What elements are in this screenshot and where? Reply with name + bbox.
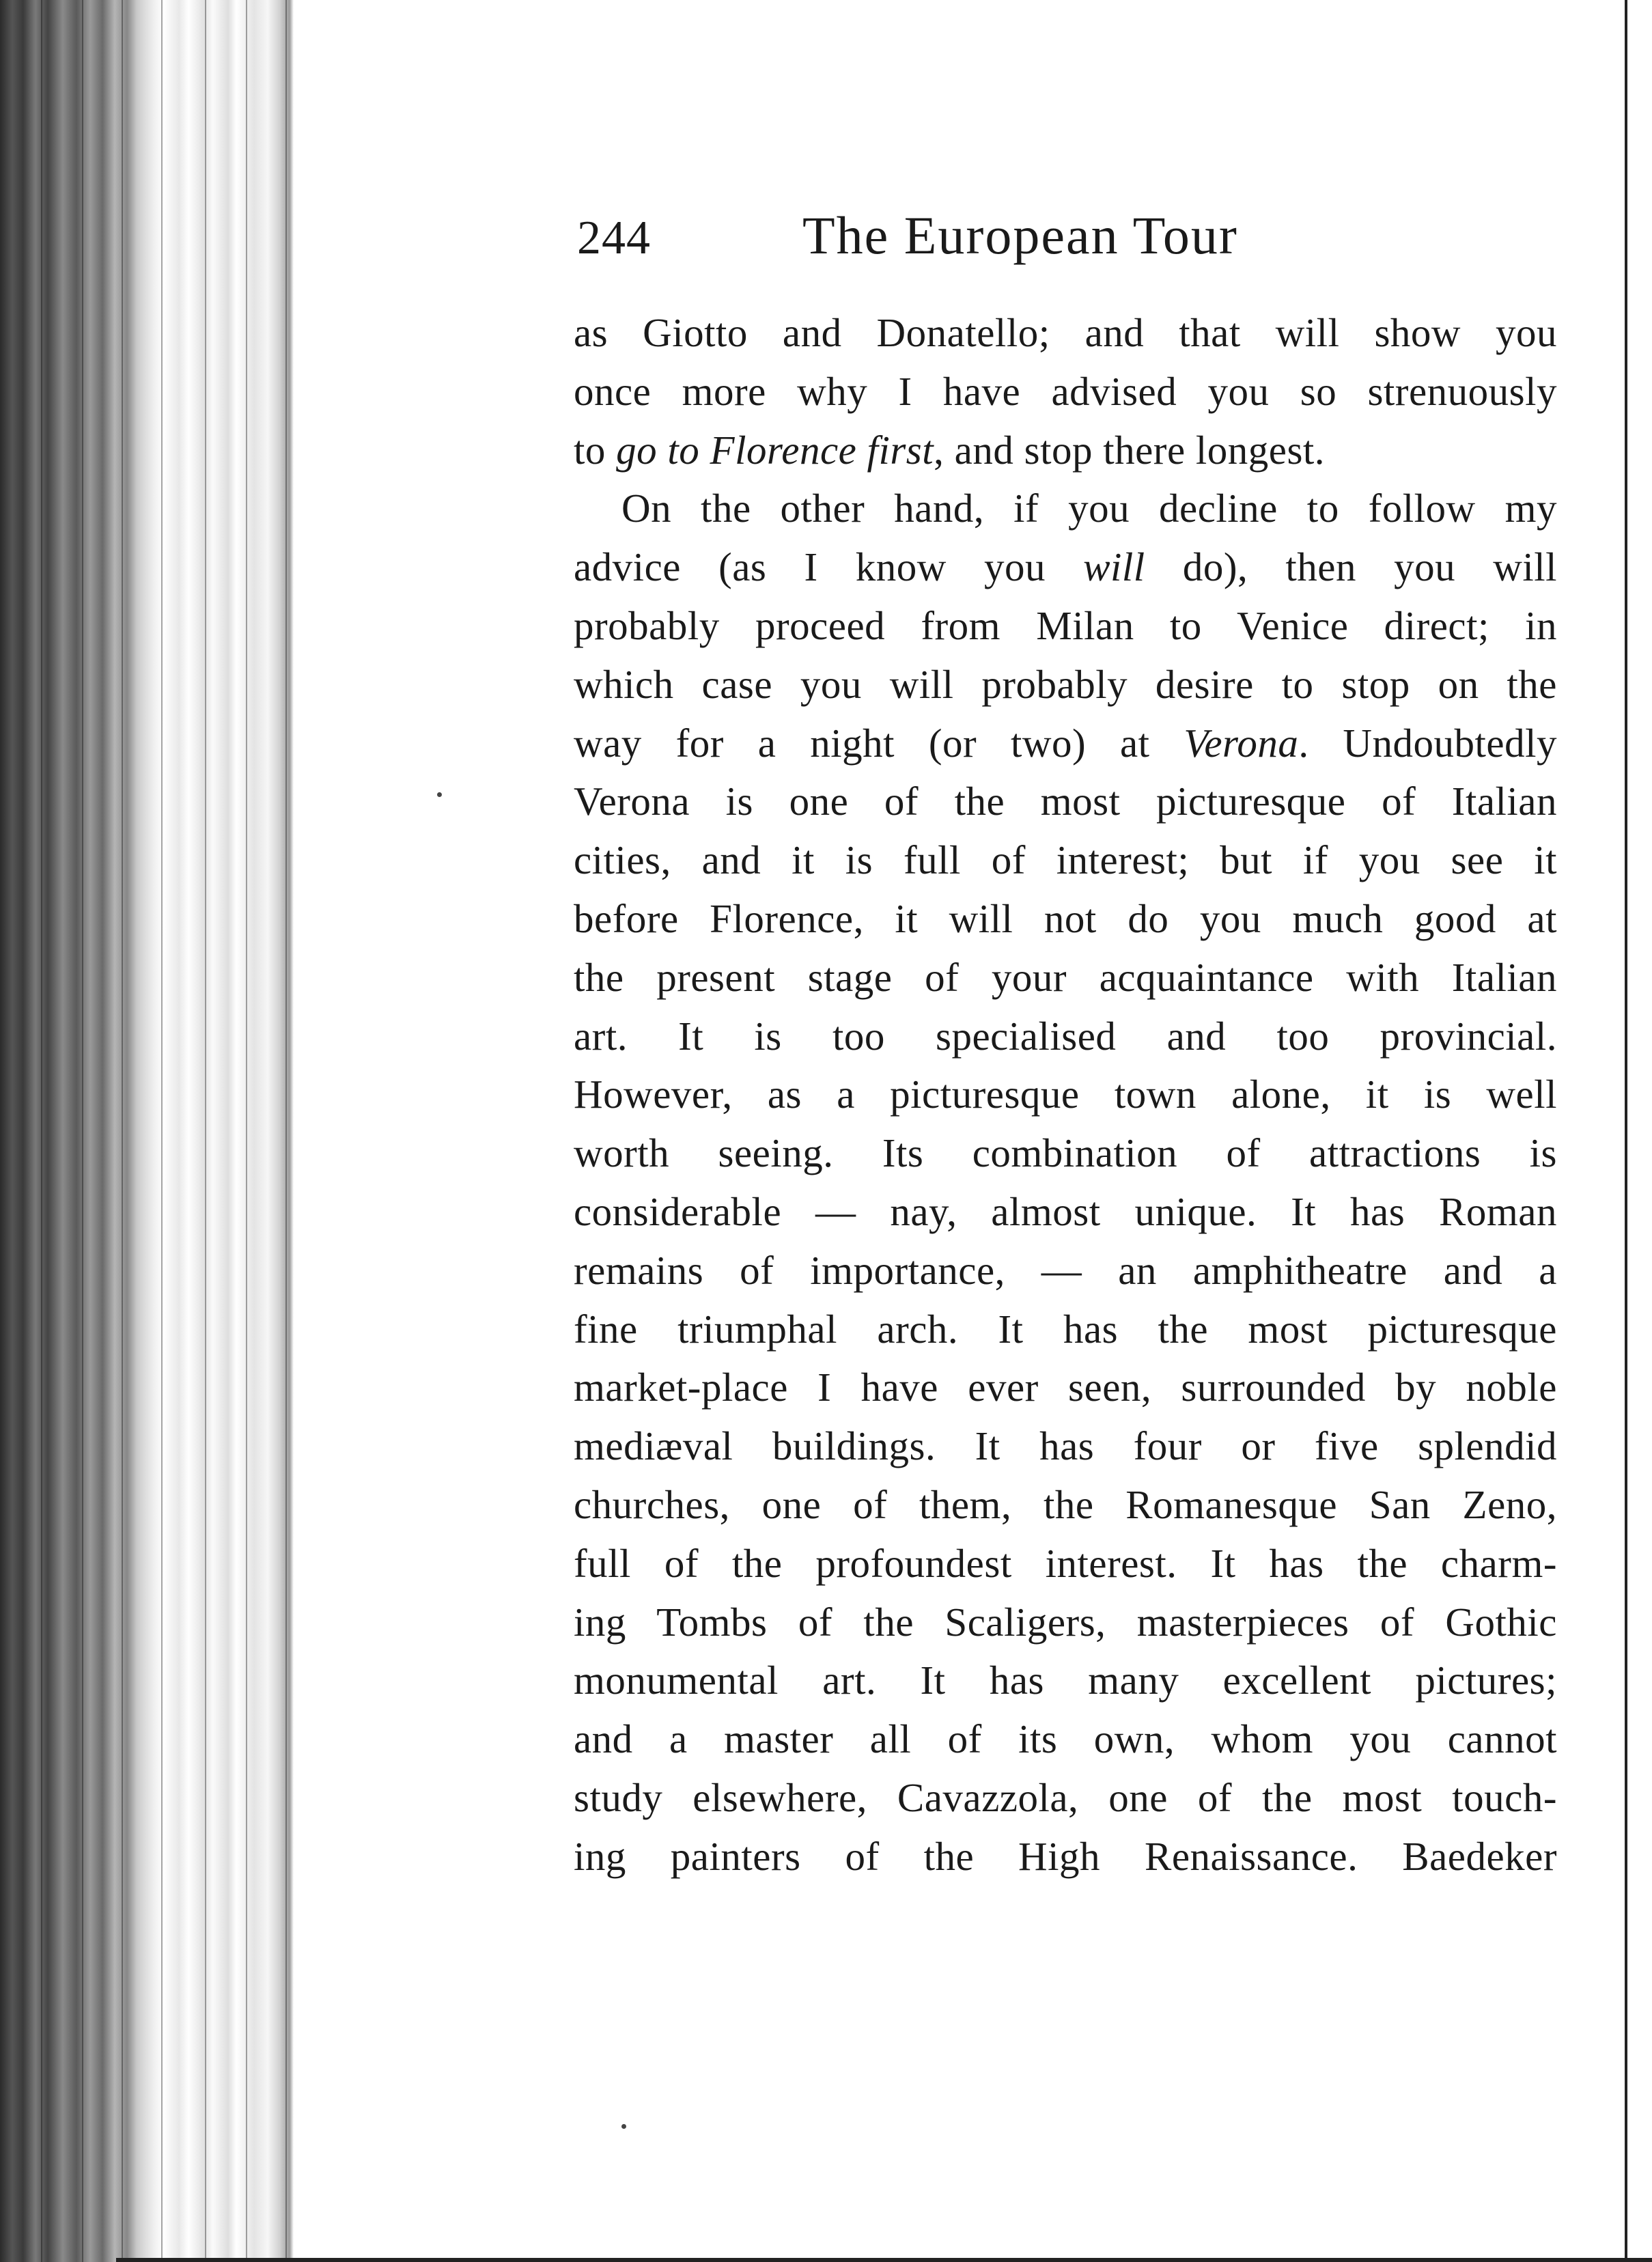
body-text	[574, 304, 1557, 1886]
text-line	[574, 890, 1557, 949]
page-edge-line	[285, 0, 287, 2262]
italic-text: go to Florence first	[616, 427, 934, 473]
book-page	[294, 0, 1625, 2262]
text-segment: However, as a picturesque town alone, it is well	[574, 1072, 1557, 1117]
text-line	[574, 1124, 1557, 1183]
text-line	[574, 1065, 1557, 1124]
text-segment: monumental art. It has many excellent pictures;	[574, 1658, 1557, 1703]
italic-text: Verona	[1184, 720, 1299, 766]
page-edge-line	[122, 0, 123, 2262]
text-segment: as Giotto and Donatello; and that will show you	[574, 310, 1557, 355]
page-edge-line	[82, 0, 83, 2262]
text-segment: considerable — nay, almost unique. It has Roman	[574, 1188, 1557, 1234]
text-line	[574, 831, 1557, 890]
text-line	[574, 1242, 1557, 1300]
text-segment: do), then you will	[1145, 544, 1557, 590]
text-segment: and a master all of its own, whom you cannot	[574, 1716, 1557, 1762]
text-segment: probably proceed from Milan to Venice direct; in	[574, 602, 1557, 648]
page-edge-line	[246, 0, 247, 2262]
text-segment: before Florence, it will not do you much good at	[574, 895, 1557, 941]
text-line	[574, 363, 1557, 421]
text-line	[574, 479, 1557, 538]
text-segment: ing painters of the High Renaissance. Baedeker	[574, 1833, 1557, 1879]
text-line	[574, 1651, 1557, 1710]
text-segment: which case you will probably desire to stop on the	[574, 661, 1557, 707]
text-segment: cities, and it is full of interest; but if you see it	[574, 837, 1557, 883]
running-title: The European Tour	[802, 206, 1238, 265]
page-number: 244	[577, 212, 651, 264]
text-line	[574, 1476, 1557, 1535]
text-segment: fine triumphal arch. It has the most picturesque	[574, 1306, 1557, 1352]
text-line	[574, 1535, 1557, 1593]
italic-text: will	[1083, 544, 1145, 590]
running-head	[577, 205, 1601, 273]
text-line	[574, 714, 1557, 773]
text-segment: once more why I have advised you so strenuously	[574, 368, 1557, 414]
text-line	[574, 656, 1557, 714]
text-segment: churches, one of them, the Romanesque San Zeno,	[574, 1481, 1557, 1527]
text-segment: On the other hand, if you decline to follow my	[621, 486, 1557, 531]
page-edge-line	[41, 0, 42, 2262]
text-line	[574, 1828, 1557, 1886]
text-line	[574, 1593, 1557, 1652]
text-line	[574, 1417, 1557, 1476]
scan-speck	[621, 2124, 626, 2129]
text-line	[574, 597, 1557, 656]
text-segment: worth seeing. Its combination of attractions is	[574, 1130, 1557, 1176]
book-page-edges	[0, 0, 294, 2262]
text-segment: mediæval buildings. It has four or five splendid	[574, 1423, 1557, 1469]
text-segment: , and stop there longest.	[934, 427, 1326, 473]
text-line	[574, 421, 1557, 480]
page-edge-line	[161, 0, 163, 2262]
text-segment: market-place I have ever seen, surrounded by noble	[574, 1365, 1557, 1410]
text-line	[574, 1358, 1557, 1417]
text-line	[574, 949, 1557, 1007]
text-line	[574, 1710, 1557, 1769]
text-segment: full of the profoundest interest. It has the charm-	[574, 1540, 1557, 1586]
text-segment: advice (as I know you	[574, 544, 1084, 590]
text-segment: way for a night (or two) at	[574, 720, 1184, 766]
text-segment: . Undoubtedly	[1298, 720, 1557, 766]
text-line	[574, 1300, 1557, 1359]
page-edge-line	[205, 0, 206, 2262]
text-segment: remains of importance, — an amphitheatre and a	[574, 1247, 1557, 1293]
text-line	[574, 538, 1557, 597]
text-segment: study elsewhere, Cavazzola, one of the most touch-	[574, 1774, 1557, 1820]
text-segment: to	[574, 427, 617, 473]
text-line	[574, 1007, 1557, 1066]
text-segment: ing Tombs of the Scaligers, masterpieces of Gothic	[574, 1599, 1557, 1645]
text-segment: the present stage of your acquaintance with Italian	[574, 954, 1557, 1000]
text-segment: Verona is one of the most picturesque of Italian	[574, 779, 1557, 824]
text-line	[574, 772, 1557, 831]
scan-speck	[437, 792, 442, 797]
text-line	[574, 1183, 1557, 1242]
text-line	[574, 1769, 1557, 1828]
text-line	[574, 304, 1557, 363]
text-segment: art. It is too specialised and too provincial.	[574, 1013, 1557, 1059]
